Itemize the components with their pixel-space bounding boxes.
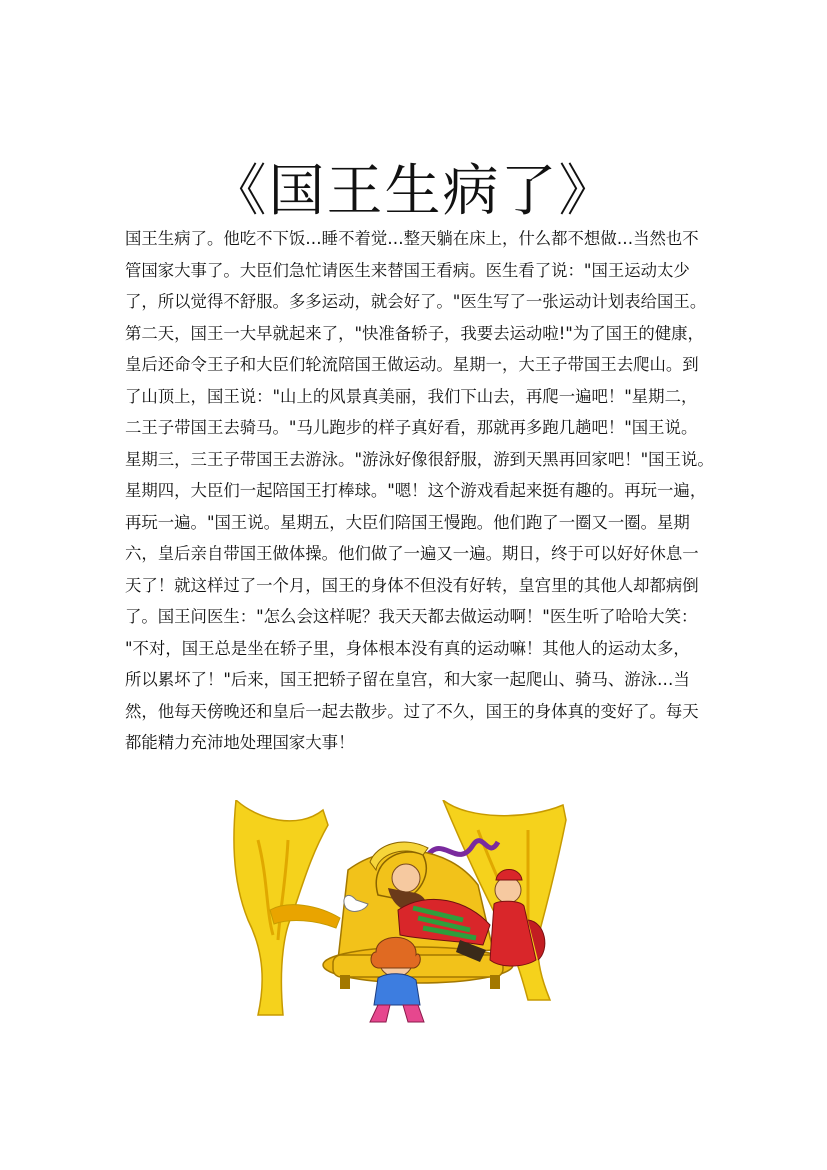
story-body — [125, 223, 720, 759]
page-title: 《国王生病了》 — [210, 158, 617, 224]
girl-figure — [370, 937, 424, 1022]
text-line: 了。国王问医生："怎么会这样呢？我天天都去做运动啊！"医生听了哈哈大笑： — [125, 607, 698, 626]
text-line: 星期四，大臣们一起陪国王打棒球。"嗯！这个游戏看起来挺有趣的。再玩一遍， — [125, 481, 707, 500]
text-line: 星期三，三王子带国王去游泳。"游泳好像很舒服，游到天黑再回家吧！"国王说。 — [125, 449, 714, 469]
text-line: 第二天，国王一大早就起来了，"快准备轿子，我要去运动啦!"为了国王的健康， — [125, 323, 704, 343]
text-line: "不对，国王总是坐在轿子里，身体根本没有真的运动嘛！其他人的运动太多， — [125, 638, 690, 658]
sick-king-illustration — [228, 800, 608, 1030]
text-line: 所以累坏了！"后来，国王把轿子留在皇宫，和大家一起爬山、骑马、游泳…当 — [125, 670, 690, 689]
text-line: 然，他每天傍晚还和皇后一起去散步。过了不久，国王的身体真的变好了。每天 — [125, 701, 699, 721]
text-line: 天了！就这样过了一个月，国王的身体不但没有好转，皇宫里的其他人却都病倒 — [125, 575, 699, 595]
text-line: 了，所以觉得不舒服。多多运动，就会好了。"医生写了一张运动计划表给国王。 — [125, 292, 707, 311]
text-line: 二王子带国王去骑马。"马儿跑步的样子真好看，那就再多跑几趟吧！"国王说。 — [125, 418, 698, 437]
text-line: 六，皇后亲自带国王做体操。他们做了一遍又一遍。期日，终于可以好好休息一 — [125, 544, 699, 563]
text-line: 国王生病了。他吃不下饭…睡不着觉…整天躺在床上，什么都不想做…当然也不 — [125, 229, 699, 248]
text-line: 了山顶上，国王说："山上的风景真美丽，我们下山去，再爬一遍吧！"星期二， — [125, 386, 698, 406]
text-line: 再玩一遍。"国王说。星期五，大臣们陪国王慢跑。他们跑了一圈又一圈。星期 — [125, 512, 690, 532]
text-line: 都能精力充沛地处理国家大事！ — [125, 733, 355, 752]
left-curtain — [234, 800, 340, 1015]
text-line: 皇后还命令王子和大臣们轮流陪国王做运动。星期一，大王子带国王去爬山。到 — [125, 355, 699, 374]
text-line: 管国家大事了。大臣们急忙请医生来替国王看病。医生看了说："国王运动太少 — [125, 260, 690, 280]
